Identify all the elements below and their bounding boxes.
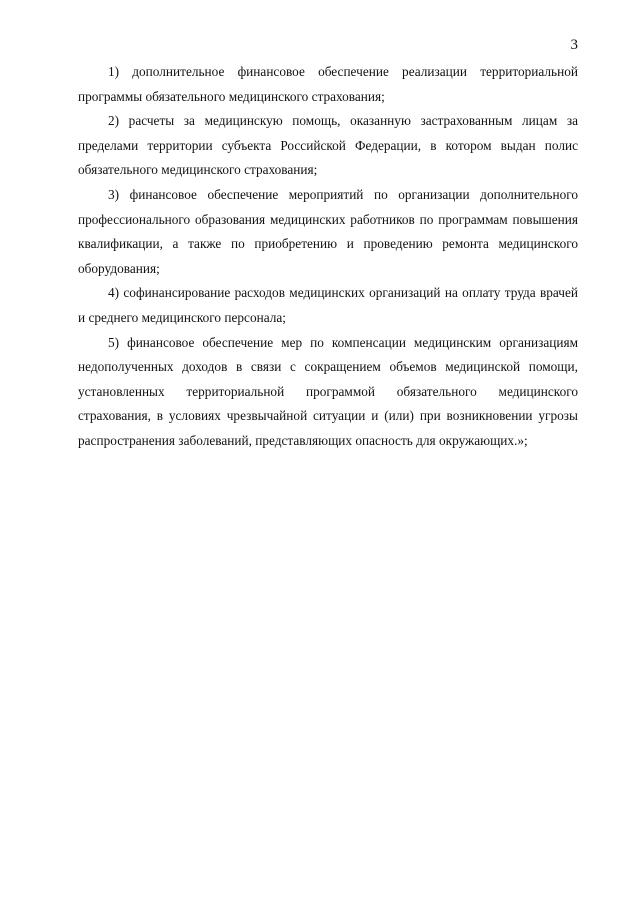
list-item-5: 5) финансовое обеспечение мер по компенсации медицинским организациям недополученных доходов в связи с сокращением объемов медицинской помощи, установленных территориальной программой обязательного медицинского страхования, в условиях чрезвычайной ситуации и (или) при возникновении угрозы распространения заболеваний, представляющих опасность для окружающих.»; bbox=[78, 334, 578, 448]
page-number: 3 bbox=[570, 37, 578, 53]
list-item-3: 3) финансовое обеспечение мероприятий по организации дополнительного профессионального образования медицинских работников по программам повышения квалификации, а также по приобретению и проведению ремонта медицинского оборудования; bbox=[78, 186, 578, 276]
list-item-1: 1) дополнительное финансовое обеспечение реализации территориальной программы обязательного медицинского страхования; bbox=[78, 64, 578, 104]
document-body bbox=[78, 60, 578, 454]
list-item-4: 4) софинансирование расходов медицинских организаций на оплату труда врачей и среднего медицинского персонала; bbox=[78, 285, 578, 325]
list-item-2: 2) расчеты за медицинскую помощь, оказанную застрахованным лицам за пределами территории субъекта Российской Федерации, в котором выдан полис обязательного медицинского страхования; bbox=[78, 113, 578, 178]
